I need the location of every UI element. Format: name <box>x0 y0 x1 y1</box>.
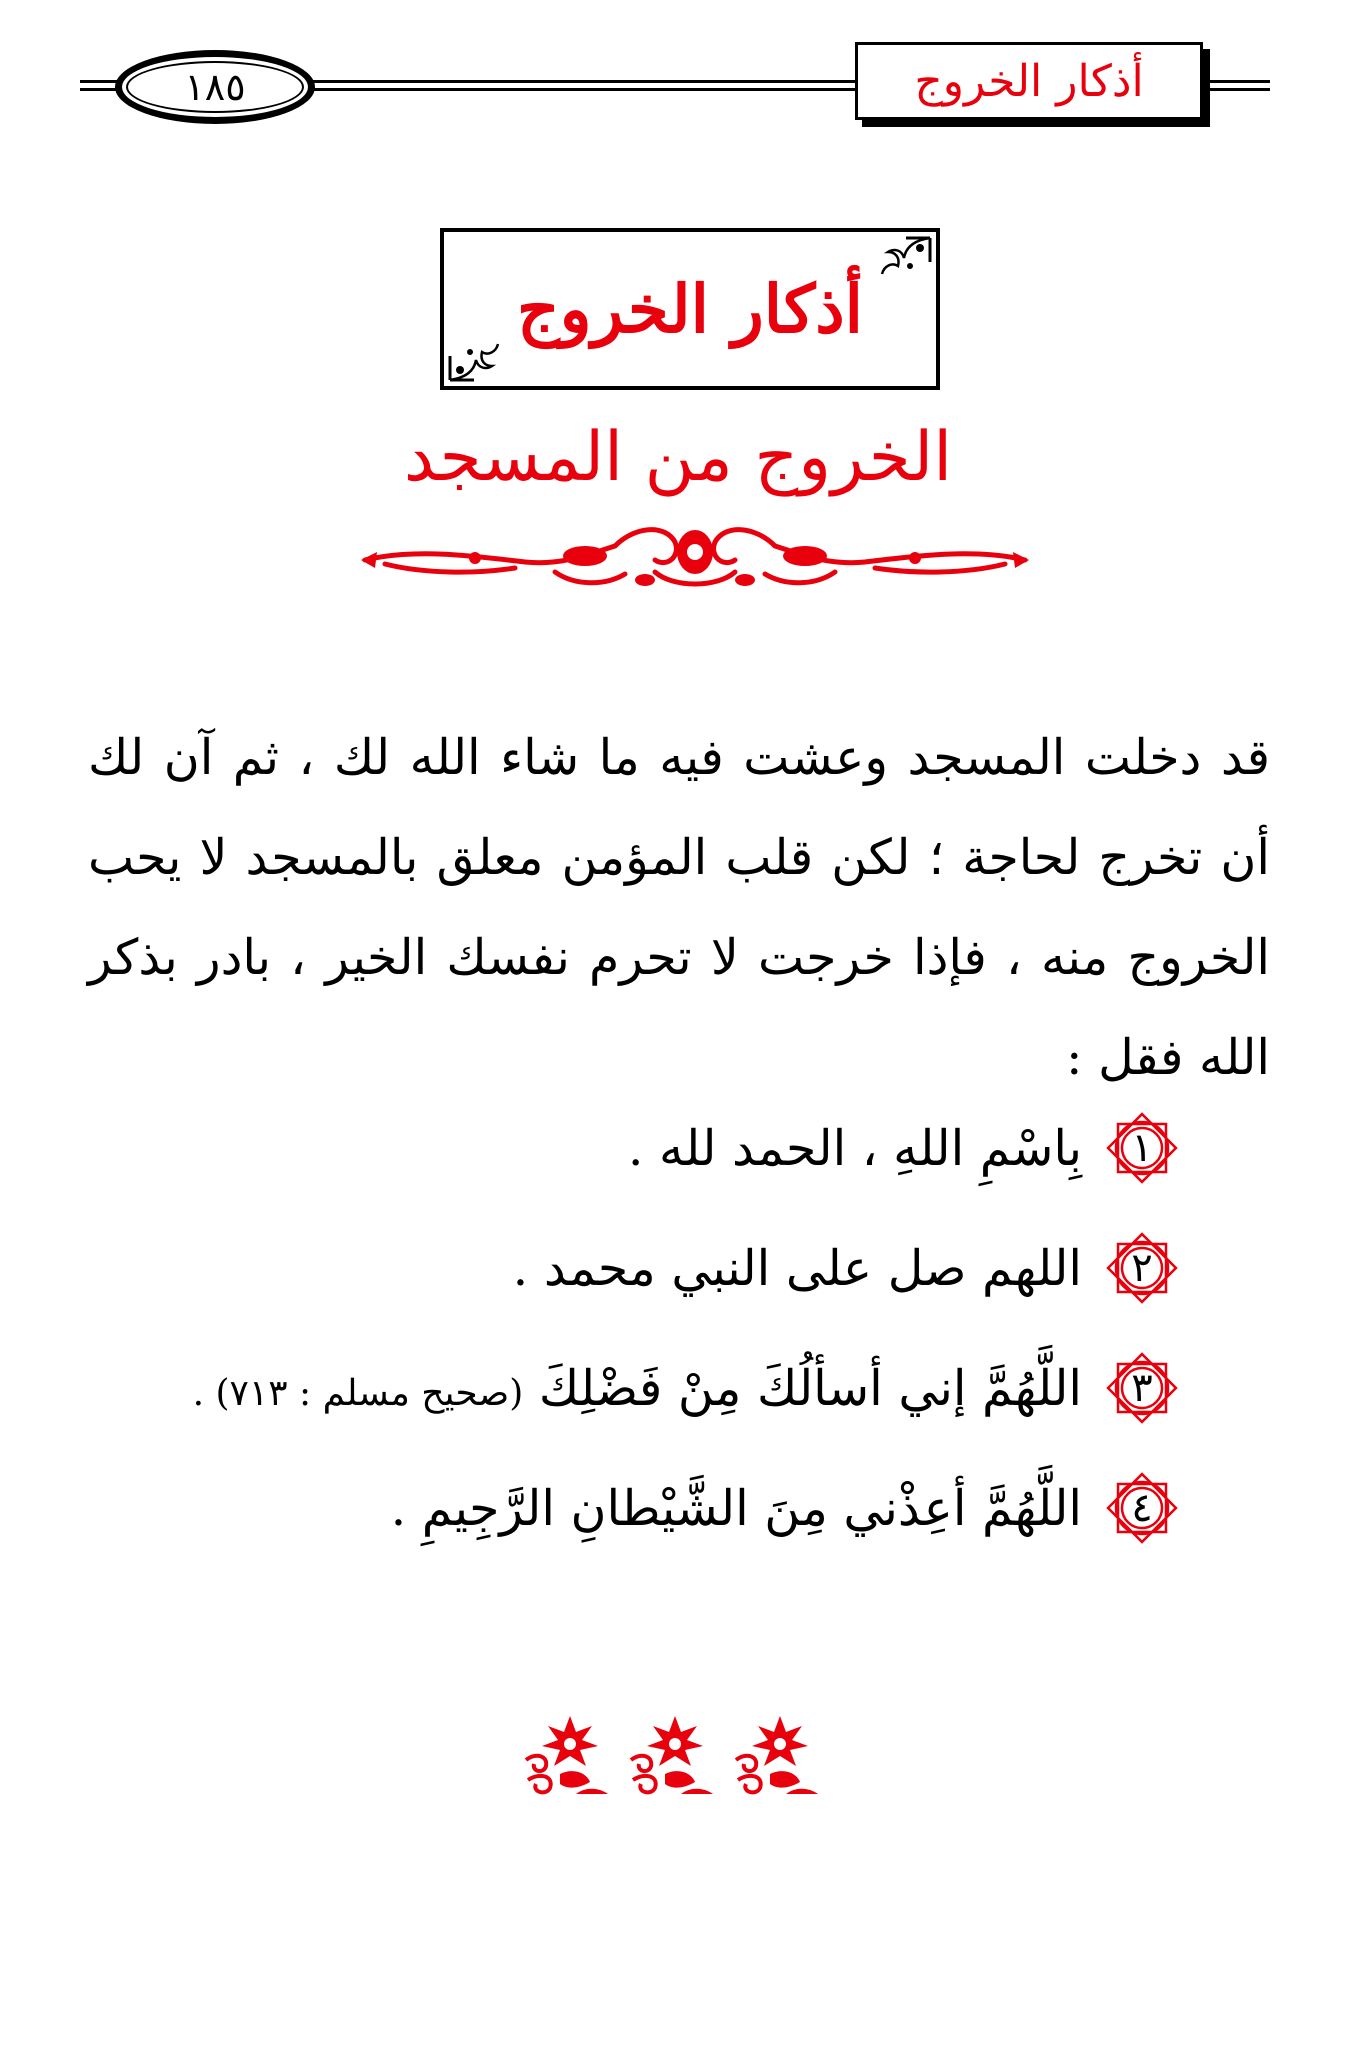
rosette-number-badge <box>1096 1102 1188 1194</box>
item-number: ٤ <box>1131 1485 1153 1531</box>
item-number: ٣ <box>1131 1365 1153 1411</box>
list-item <box>88 1448 1188 1568</box>
item-text: اللهم صل على النبي محمد . <box>512 1239 1082 1297</box>
section-subtitle: الخروج من المسجد <box>403 418 953 497</box>
rosette-number-badge <box>1096 1342 1188 1434</box>
rosette-number-badge <box>1096 1462 1188 1554</box>
corner-ornament-icon <box>876 236 932 292</box>
running-title: أذكار الخروج <box>914 55 1144 107</box>
list-item <box>88 1088 1188 1208</box>
item-text: بِاسْمِ اللهِ ، الحمد لله . <box>627 1119 1082 1177</box>
item-number: ٢ <box>1131 1245 1153 1291</box>
floral-footer-ornament-icon <box>520 1710 830 1800</box>
item-number: ١ <box>1131 1125 1153 1171</box>
list-item <box>88 1328 1188 1448</box>
chapter-title-box <box>440 228 940 390</box>
ornamental-divider-icon <box>355 512 1035 602</box>
dhikr-list <box>88 1088 1188 1568</box>
running-title-box <box>855 42 1203 120</box>
corner-ornament-icon <box>448 326 504 382</box>
chapter-title: أذكار الخروج <box>516 270 864 348</box>
intro-paragraph: قد دخلت المسجد وعشت فيه ما شاء الله لك ، ثم آن لك أن تخرج لحاجة ؛ لكن قلب المؤمن معلق بالمسجد لا يحب الخروج منه ، فإذا خرجت لا تحرم نفسك الخير ، بادر بذكر الله فقل : <box>88 729 1270 1086</box>
list-item <box>88 1208 1188 1328</box>
page-number: ١٨٥ <box>184 65 246 109</box>
item-text: اللَّهُمَّ أعِذْني مِنَ الشَّيْطانِ الرَّجِيمِ . <box>390 1479 1082 1537</box>
hadith-reference: (صحيح مسلم : ٧١٣) . <box>192 1372 524 1414</box>
page-number-oval <box>115 50 315 124</box>
rosette-number-badge <box>1096 1222 1188 1314</box>
running-header <box>0 0 1356 140</box>
item-text: اللَّهُمَّ إني أسألُكَ مِنْ فَضْلِكَ (صحيح مسلم : ٧١٣) . <box>192 1359 1082 1417</box>
